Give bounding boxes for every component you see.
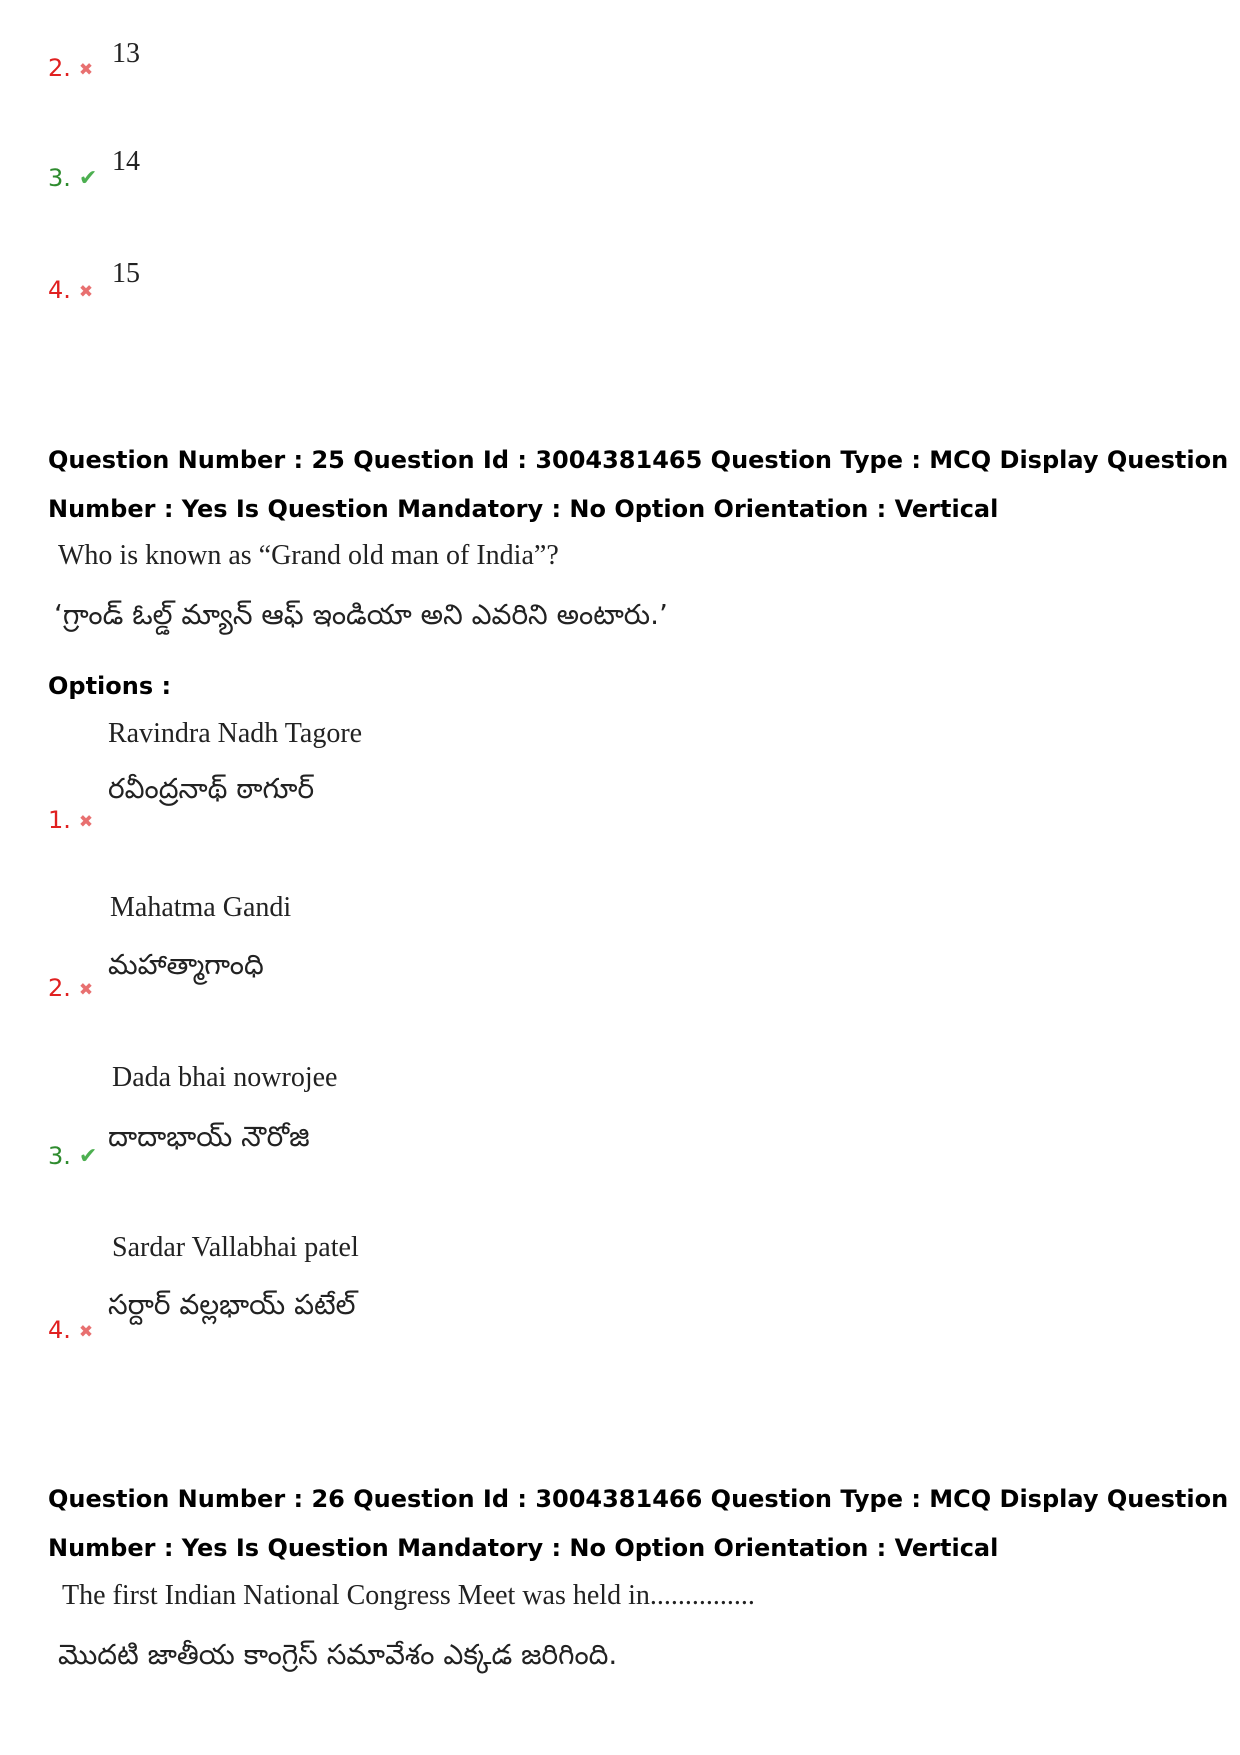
option-number: 2. bbox=[48, 54, 71, 82]
q26-header-line2: Number : Yes Is Question Mandatory : No Option Orientation : Vertical bbox=[48, 1534, 999, 1562]
q25-option-4-te: సర్దార్ వల్లభాయ్ పటేల్ bbox=[108, 1288, 356, 1321]
q26-header-line1: Question Number : 26 Question Id : 3004381466 Question Type : MCQ Display Question bbox=[48, 1485, 1229, 1513]
q25-option-1-en: Ravindra Nadh Tagore bbox=[108, 718, 363, 749]
q26-question-te: మొదటి జాతీయ కాంగ్రెస్ సమావేశం ఎక్కడ జరిగింది. bbox=[58, 1638, 618, 1671]
check-icon: ✔ bbox=[78, 166, 98, 191]
q25-header-line1: Question Number : 25 Question Id : 3004381465 Question Type : MCQ Display Question bbox=[48, 446, 1229, 474]
q25-option-2-en: Mahatma Gandi bbox=[110, 892, 292, 923]
prev-option-2 bbox=[48, 54, 93, 84]
cross-icon: ✖ bbox=[78, 1322, 94, 1342]
q25-option-2 bbox=[48, 974, 93, 1004]
q25-option-3 bbox=[48, 1142, 97, 1171]
q25-question-en: Who is known as “Grand old man of India”? bbox=[58, 540, 559, 571]
prev-option-3 bbox=[48, 164, 97, 193]
q25-header-line2: Number : Yes Is Question Mandatory : No Option Orientation : Vertical bbox=[48, 495, 999, 523]
cross-icon: ✖ bbox=[78, 980, 94, 1000]
q25-option-4-en: Sardar Vallabhai patel bbox=[112, 1232, 359, 1263]
option-number: 2. bbox=[48, 974, 71, 1002]
q25-option-2-te: మహాత్మాగాంధి bbox=[108, 948, 264, 981]
q25-option-3-te: దాదాభాయ్ నౌరోజి bbox=[108, 1120, 310, 1153]
option-number: 4. bbox=[48, 276, 71, 304]
option-number: 3. bbox=[48, 1142, 71, 1170]
q25-option-3-en: Dada bhai nowrojee bbox=[112, 1062, 338, 1093]
cross-icon: ✖ bbox=[78, 60, 94, 80]
q25-header bbox=[48, 436, 1229, 534]
q25-option-1 bbox=[48, 806, 93, 836]
prev-option-4 bbox=[48, 276, 93, 306]
prev-option-3-text: 14 bbox=[112, 146, 140, 177]
cross-icon: ✖ bbox=[78, 282, 94, 302]
q26-header bbox=[48, 1475, 1229, 1573]
q25-question-te: ‘గ్రాండ్ ఓల్డ్ మ్యాన్ ఆఫ్ ఇండియా అని ఎవరిని అంటారు.’ bbox=[54, 598, 668, 631]
q25-option-1-te: రవీంద్రనాథ్ ఠాగూర్ bbox=[108, 772, 315, 805]
option-number: 1. bbox=[48, 806, 71, 834]
option-number: 4. bbox=[48, 1316, 71, 1344]
prev-option-2-text: 13 bbox=[112, 38, 140, 69]
q26-question-en: The first Indian National Congress Meet was held in............... bbox=[62, 1580, 755, 1611]
check-icon: ✔ bbox=[78, 1144, 98, 1169]
option-number: 3. bbox=[48, 164, 71, 192]
prev-option-4-text: 15 bbox=[112, 258, 140, 289]
cross-icon: ✖ bbox=[78, 812, 94, 832]
q25-options-label: Options : bbox=[48, 672, 172, 700]
q25-option-4 bbox=[48, 1316, 93, 1346]
